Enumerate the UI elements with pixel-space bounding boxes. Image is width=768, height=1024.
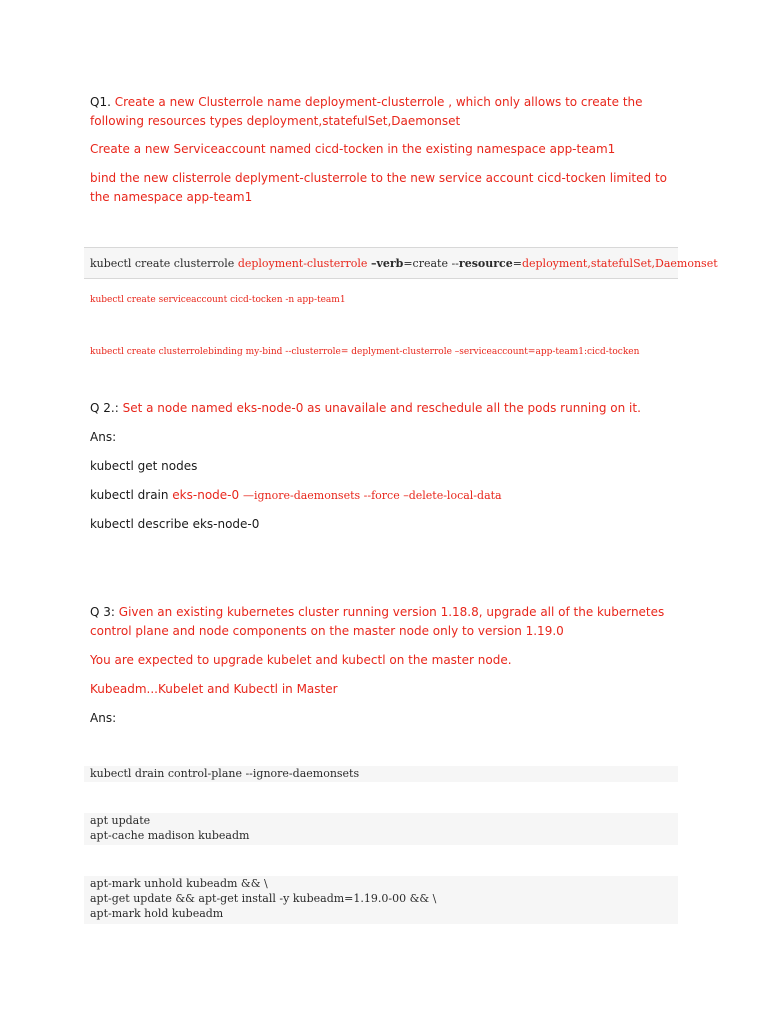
- question-3: [90, 603, 690, 641]
- question-3-line-2: You are expected to upgrade kubelet and kubectl on the master node.: [90, 653, 512, 667]
- code-block-update: [84, 813, 678, 845]
- cmd1-resource-flag: resource: [458, 257, 513, 270]
- code-line: apt-mark unhold kubeadm && \: [90, 877, 268, 890]
- code-line: apt-cache madison kubeadm: [90, 829, 250, 842]
- question-3-line-3: Kubeadm...Kubelet and Kubectl in Master: [90, 682, 338, 696]
- drain-command: [90, 486, 690, 505]
- cmd1-role-name: deployment-clusterrole: [237, 257, 371, 270]
- cmd1-resources: deployment,statefulSet,Daemonset: [521, 257, 718, 270]
- code-line: apt-mark hold kubeadm: [90, 907, 224, 920]
- question-1-line-2: Create a new Serviceaccount named cicd-tocken in the existing namespace app-team1: [90, 142, 616, 156]
- cmd1-verb-value: =create --: [403, 257, 459, 270]
- cmd1-part-1: kubectl create clusterrole: [90, 257, 238, 270]
- command-clusterrole: [84, 247, 718, 279]
- question-2-label: Q 2.:: [90, 401, 119, 415]
- drain-node-name: eks-node-0: [172, 488, 243, 502]
- code-block-drain: [84, 766, 678, 782]
- question-3-answer-label: Ans:: [90, 711, 117, 725]
- question-2-answer-label: Ans:: [90, 430, 117, 444]
- drain-flags: —ignore-daemonsets --force –delete-local-data: [242, 489, 502, 502]
- describe-command: kubectl describe eks-node-0: [90, 517, 260, 531]
- question-3-text: Given an existing kubernetes cluster running version 1.18.8, upgrade all of the kubernetes control plane and node components on the master node only to version 1.19.0: [90, 605, 665, 638]
- cmd1-equals: =: [512, 257, 522, 270]
- question-1-text: Create a new Clusterrole name deployment-clusterrole , which only allows to create the following resources types deployment,statefulSet,Daemonset: [90, 95, 643, 128]
- cmd1-verb-flag: –verb: [370, 257, 404, 270]
- code-block-apt-mark: [84, 876, 678, 924]
- question-2-text: Set a node named eks-node-0 as unavailale and reschedule all the pods running on it.: [122, 401, 641, 415]
- command-clusterrolebinding: kubectl create clusterrolebinding my-bind --clusterrole= deplyment-clusterrole –serviceaccount=app-team1:cicd-tocken: [90, 347, 640, 357]
- command-serviceaccount: kubectl create serviceaccount cicd-tocken -n app-team1: [90, 295, 346, 305]
- code-line: kubectl drain control-plane --ignore-daemonsets: [90, 767, 360, 780]
- question-2: [90, 399, 690, 418]
- question-1: [90, 93, 690, 131]
- code-line: apt-get update && apt-get install -y kubeadm=1.19.0-00 && \: [90, 892, 437, 905]
- drain-prefix: kubectl drain: [90, 488, 173, 502]
- question-1-label: Q1.: [90, 95, 111, 109]
- question-1-line-3: bind the new clisterrole deplyment-clusterrole to the new service account cicd-tocken limited to the namespace app-team1: [90, 171, 668, 204]
- question-3-label: Q 3:: [90, 605, 115, 619]
- code-line: apt update: [90, 814, 151, 827]
- get-nodes-command: kubectl get nodes: [90, 459, 198, 473]
